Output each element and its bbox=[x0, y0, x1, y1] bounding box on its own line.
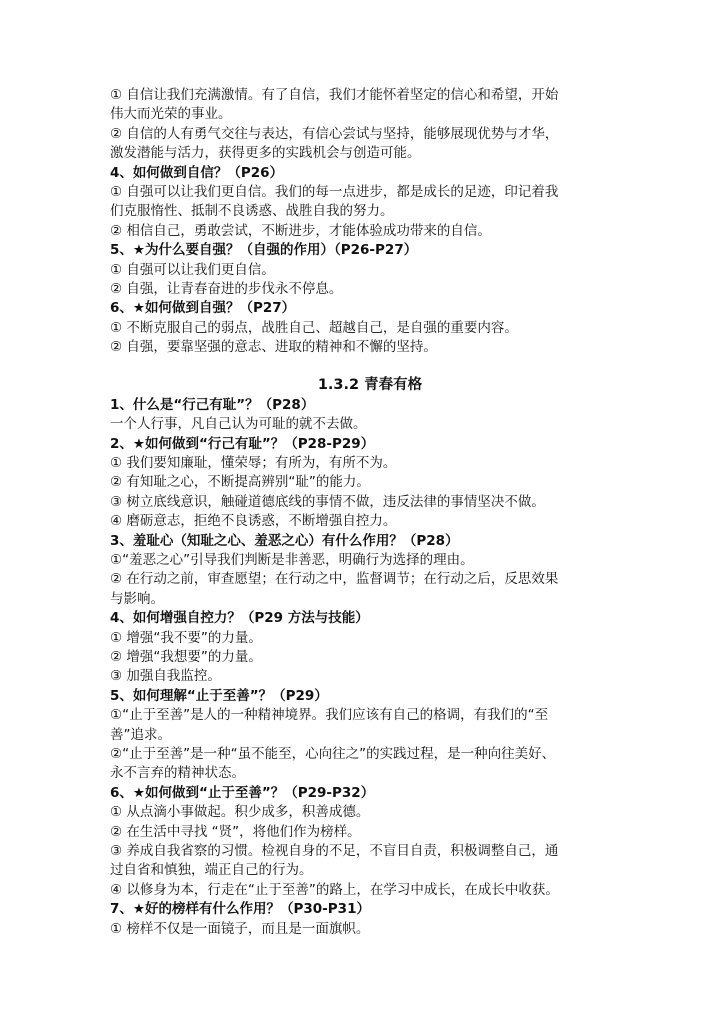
paragraph-line: ①“羞恶之心”引导我们判断是非善恶，明确行为选择的理由。 bbox=[110, 551, 474, 568]
paragraph-line: ③ 树立底线意识，触碰道德底线的事情不做，违反法律的事情坚决不做。 bbox=[110, 493, 545, 510]
paragraph-line: ① 自信让我们充满激情。有了自信，我们才能怀着坚定的信心和希望，开始 bbox=[110, 87, 559, 103]
paragraph-line: ① 不断克服自己的弱点，战胜自己、超越自己，是自强的重要内容。 bbox=[110, 319, 518, 336]
question-heading: 4、如何增强自控力？（P29 方法与技能） bbox=[110, 610, 369, 627]
question-heading: 6、★如何做到“止于至善”？（P29-P32） bbox=[110, 784, 375, 801]
paragraph-line: ① 自强可以让我们更自信。我们的每一点进步，都是成长的足迹，印记着我 bbox=[110, 184, 559, 201]
text-block-self-confidence bbox=[110, 86, 630, 358]
paragraph-line: ② 增强“我想要”的力量。 bbox=[110, 648, 262, 665]
question-heading: 4、如何做到自信？（P26） bbox=[110, 164, 284, 181]
paragraph-line: 善”追求。 bbox=[110, 726, 171, 743]
paragraph-line: ② 有知耻之心，不断提高辨别“耻”的能力。 bbox=[110, 474, 370, 491]
paragraph-line: ② 自强，让青春奋进的步伐永不停息。 bbox=[110, 281, 343, 298]
paragraph-line: 与影响。 bbox=[110, 590, 164, 607]
paragraph-line: ② 自强，要靠坚强的意志、进取的精神和不懈的坚持。 bbox=[110, 339, 437, 356]
question-heading: 5、如何理解“止于至善”？（P29） bbox=[110, 687, 328, 704]
paragraph-line: ②“止于至善”是一种“虽不能至，心向往之”的实践过程，是一种向往美好、 bbox=[110, 746, 556, 762]
question-heading: 2、★如何做到“行己有耻”？（P28-P29） bbox=[110, 435, 375, 452]
paragraph-line: 过自省和慎独，端正自己的行为。 bbox=[110, 862, 313, 879]
paragraph-line: 一个人行事，凡自己认为可耻的就不去做。 bbox=[110, 416, 367, 433]
question-heading: 6、★如何做到自强？（P27） bbox=[110, 300, 296, 317]
question-heading: 1、什么是“行己有耻”？（P28） bbox=[110, 396, 315, 413]
paragraph-line: ① 从点滴小事做起。积少成多，积善成德。 bbox=[110, 804, 370, 821]
question-heading: 3、羞耻心（知耻之心、羞恶之心）有什么作用？（P28） bbox=[110, 532, 459, 549]
paragraph-line: 激发潜能与活力，获得更多的实践机会与创造可能。 bbox=[110, 145, 421, 162]
paragraph-line: ② 自信的人有勇气交往与表达，有信心尝试与坚持，能够展现优势与才华， bbox=[110, 125, 559, 142]
paragraph-line: 伟大而光荣的事业。 bbox=[110, 106, 232, 123]
paragraph-line: 们克服惰性、抵制不良诱惑、战胜自我的努力。 bbox=[110, 203, 394, 220]
paragraph-line: ③ 加强自我监控。 bbox=[110, 668, 221, 685]
question-heading: 7、★好的榜样有什么作用？（P30-P31） bbox=[110, 901, 370, 918]
paragraph-line: ② 在行动之前，审查愿望；在行动之中，监督调节；在行动之后，反思效果 bbox=[110, 571, 559, 588]
paragraph-line: ① 增强“我不要”的力量。 bbox=[110, 629, 262, 646]
text-block-youth-character bbox=[110, 396, 630, 939]
paragraph-line: ① 自强可以让我们更自信。 bbox=[110, 261, 275, 278]
document-page bbox=[110, 86, 630, 939]
paragraph-line: ④ 磨砺意志，拒绝不良诱惑，不断增强自控力。 bbox=[110, 513, 397, 530]
paragraph-line: ③ 养成自我省察的习惯。检视自身的不足，不盲目自责，积极调整自己，通 bbox=[110, 843, 559, 860]
paragraph-line: ①“止于至善”是人的一种精神境界。我们应该有自己的格调，有我们的“至 bbox=[110, 707, 549, 724]
question-heading: 5、★为什么要自强？（自强的作用）（P26-P27） bbox=[110, 242, 418, 259]
section-title: 1.3.2 青春有格 bbox=[317, 376, 423, 393]
paragraph-line: 永不言弃的精神状态。 bbox=[110, 765, 245, 782]
paragraph-line: ① 我们要知廉耻，懂荣辱；有所为，有所不为。 bbox=[110, 454, 397, 471]
paragraph-line: ④ 以修身为本，行走在“止于至善”的路上，在学习中成长，在成长中收获。 bbox=[110, 881, 559, 898]
paragraph-line: ② 相信自己，勇敢尝试，不断进步，才能体验成功带来的自信。 bbox=[110, 222, 491, 239]
paragraph-line: ① 榜样不仅是一面镜子，而且是一面旗帜。 bbox=[110, 920, 370, 937]
paragraph-line: ② 在生活中寻找 “贤”，将他们作为榜样。 bbox=[110, 823, 361, 840]
